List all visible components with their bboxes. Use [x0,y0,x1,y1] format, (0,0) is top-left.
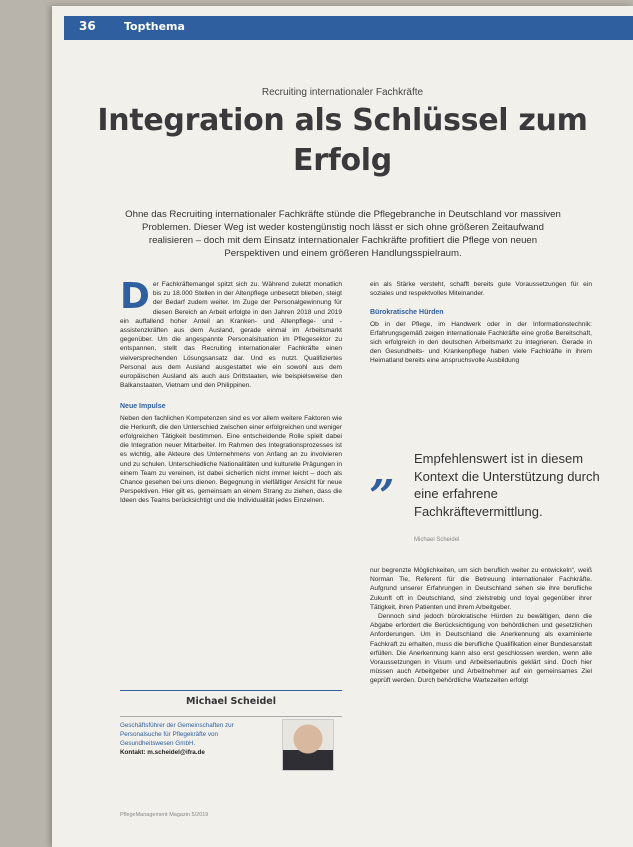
page-footer: PflegeManagement Magazin 5/2019 [120,812,209,818]
body-paragraph: ein als Stärke versteht, schafft bereits gute Voraussetzungen für ein soziales und respektvolles Miteinander. [370,281,592,298]
body-paragraph: Ob in der Pflege, im Handwerk oder in der Informationstechnik: Erfahrungsgemäß zeigen internationale Fachkräfte eine große Bereitschaft, sich erfolgreich in den deutschen Arbeitsmarkt zu integrieren. Gerade in den Gesundheits- und Krankenpflege haben viele Fachkräfte in ihrem Heimatland bereits eine anspruchsvolle Ausbildung [370,320,592,365]
author-bio-text: Geschäftsführer der Gemeinschaften zur Personalsuche für Pflegekräfte von Gesundheitswesen GmbH. [120,722,234,747]
author-box [120,716,342,777]
author-name: Michael Scheidel [186,696,276,707]
quote-text: Empfehlenswert ist in diesem Kontext die Unterstützung durch eine erfahrene Fachkräftevermittlung. [414,451,600,519]
body-paragraph: nur begrenzte Möglichkeiten, um sich beruflich weiter zu entwickeln“, weiß Norman Tie, Referent für die Betreuung internationaler Fachkräfte. Aufgrund unserer Erfahrungen in Deutschland sehen sie ihre berufliche Zukunft oft in Deutschland, sind zielstrebig und loyal gegenüber ihrer Tätigkeit, ihren Patienten und ihrem Arbeitgeber. [370,567,592,611]
section-label: Topthema [124,20,185,33]
author-bio [120,721,270,757]
author-contact[interactable]: Kontakt: m.scheidel@ifra.de [120,749,205,756]
article-intro: Ohne das Recruiting internationaler Fachkräfte stünde die Pflegebranche in Deutschland vor massiven Problemen. Dieser Weg ist weder kostengünstig noch lässt er sich ohne größeren Zeitaufwand realisieren – doch mit dem Einsatz internationaler Fachkräfte profitiert die Pflege von neuen Perspektiven und einem größeren Handlungsspielraum. [125,209,561,259]
article-kicker: Recruiting internationaler Fachkräfte [261,87,424,98]
body-paragraph: Dennoch sind jedoch bürokratische Hürden zu bewältigen, denn die Abgabe erfordert die Berücksichtigung von behördlichen und gesetzlichen Anforderungen. Um in Deutschland die Anerkennung als examinierte Fachkraft zu erhalten, muss die berufliche Qualifikation einer Bundesanstalt erfüllen. Die Anerkennung kann also erst geschlossen werden, wenn alle Voraussetzungen in Visum und Arbeitserlaubnis geklärt sind. Doch hier müssen auch Arbeitgeber und Arbeitnehmer auf ein gemeinsames Ziel geprüft werden. Durch behördliche Wartezeiten erfolgt [370,613,592,685]
pull-quote [370,446,600,550]
magazine-page [52,6,633,847]
subheading: Bürokratische Hürden [370,309,444,317]
article-title: Integration als Schlüssel zum Erfolg [97,103,588,178]
quote-mark-icon: „ [370,446,396,497]
body-paragraph: er Fachkräftemangel spitzt sich zu. Während zuletzt monatlich bis zu 18.000 Stellen in der Altenpflege unbesetzt blieben, steigt der Bedarf zudem weiter. Im Zuge der Personalgewinnung für diesen Bereich an Arbeit erfolgte in den Jahren 2018 und 2019 ein auffallend hoher Anteil an Kranken- und Altenpflege- und -assistenzkräften aus dem Ausland, gerade einmal im Arbeitsmarkt gegenüber. Um die angespannte Personalsituation im Pflegesektor zu entspannen, stellt das Recruiting internationaler Fachkräfte einen vielversprechenden Lösungsansatz dar. Und es nutzt. Qualifiziertes Personal aus dem Ausland ausgestattet wie ein sowohl aus dem europäischen Ausland als auch aus Drittstaaten, wie beispielsweise den Balkanstaaten, Vietnam und den Philippinen. [120,281,342,390]
divider [120,690,342,691]
body-column-right-lower [370,566,592,686]
body-paragraph: Neben den fachlichen Kompetenzen sind es vor allem weitere Faktoren wie die Herkunft, die den Unterschied zwischen einer erfolgreichen und weniger erfolgreichen Tätigkeit bestimmen. Eine entscheidende Rolle spielt dabei die Integration neuer Mitarbeiter. Im Rahmen des Integrationsprozesses ist es wichtig, alle Akteure des Unternehmens von Anfang an zu involvieren und zu schulen. Unterschiedliche Nationalitäten und kulturelle Prägungen in einem Team zu vereinen, ist dabei sicherlich nicht immer leicht – doch als Chance gesehen bei uns dienen. Begegnung in vielfältiger Ansicht für neue Perspektiven. Hier gilt es, gemeinsam an einem Strang zu ziehen, dass die Ideen des Teams berücksichtigt und die Individualität jedes Einzelnen. [120,414,342,505]
body-column-left [120,276,342,506]
subheading: Neue Impulse [120,403,166,411]
body-column-right [370,280,592,366]
quote-source: Michael Scheidel [414,537,460,543]
avatar [282,719,334,771]
drop-cap: D [120,276,150,317]
page-number: 36 [79,19,96,33]
